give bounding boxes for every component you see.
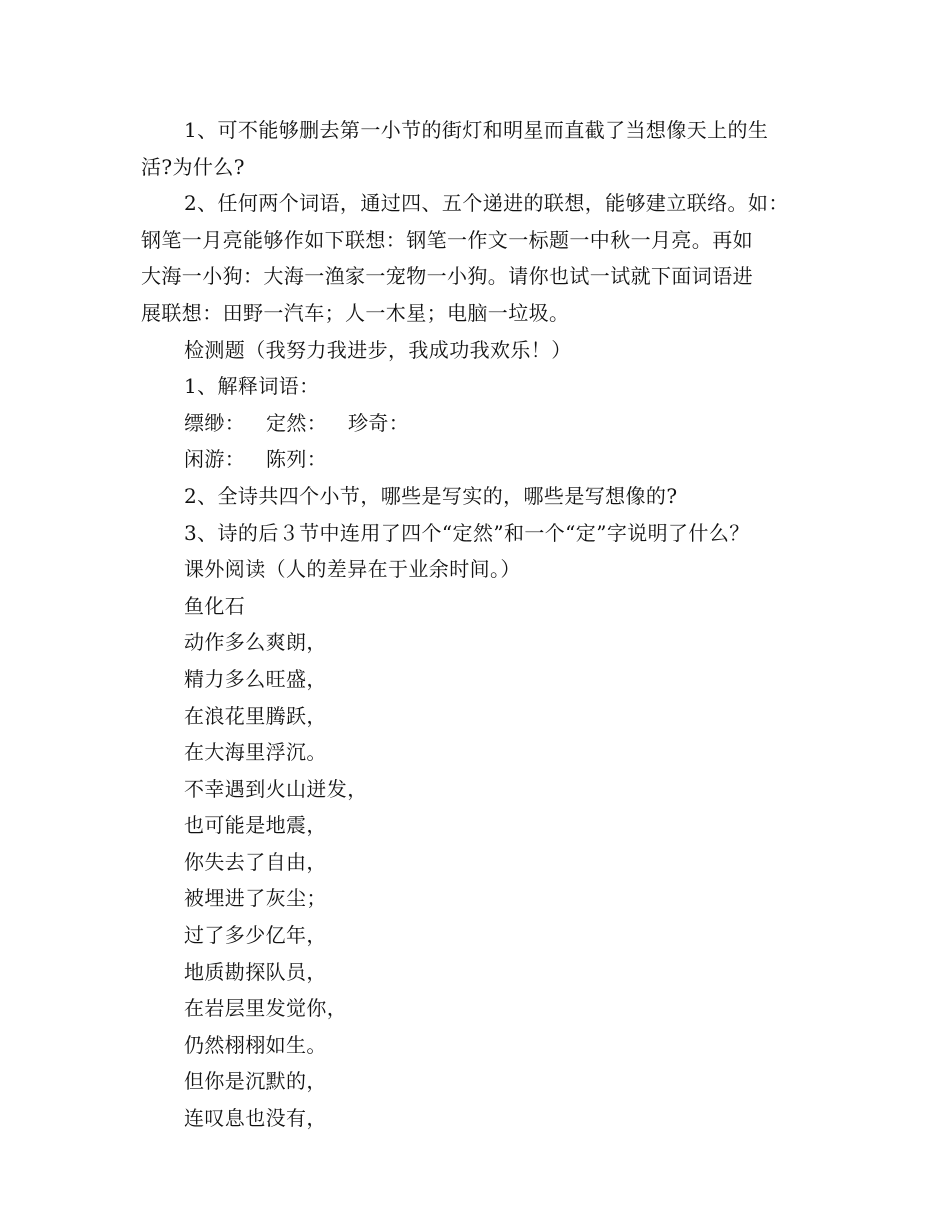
- vocab-term: 定然：: [265, 410, 328, 435]
- question-2-line: 大海一小狗：大海一渔家一宠物一小狗。请你也试一试就下面词语进: [141, 264, 753, 289]
- vocab-term: 缥缈：: [184, 410, 246, 435]
- vocab-terms-row-1: [141, 405, 819, 442]
- poem-line: 地质勘探队员，: [184, 959, 327, 984]
- test-question-2: 2、全诗共四个小节，哪些是写实的，哪些是写想像的?: [184, 483, 678, 508]
- document-body: [141, 112, 819, 1137]
- poem-line: 在岩层里发觉你，: [184, 996, 348, 1021]
- poem-line: 被埋进了灰尘；: [184, 886, 327, 911]
- poem-line: 但你是沉默的，: [184, 1069, 327, 1094]
- question-1-paragraph: [141, 112, 819, 185]
- poem-title: 鱼化石: [184, 593, 246, 618]
- question-1-line: 1、可不能够删去第一小节的街灯和明星而直截了当想像天上的生: [184, 118, 769, 142]
- vocab-term: 陈列：: [265, 447, 328, 472]
- poem-line: 过了多少亿年，: [184, 923, 327, 948]
- question-2-line: 展联想：田野一汽车；人一木星；电脑一垃圾。: [141, 300, 570, 325]
- question-2-line: 钢笔一月亮能够作如下联想：钢笔一作文一标题一中秋一月亮。再如: [141, 227, 753, 252]
- poem-line: 不幸遇到火山迸发，: [184, 776, 368, 801]
- poem-line: 精力多么旺盛，: [184, 666, 327, 691]
- poem-line: 连叹息也没有，: [184, 1106, 327, 1131]
- poem-line: 在浪花里腾跃，: [184, 703, 327, 728]
- test-section-heading: 检测题（我努力我进步，我成功我欢乐！）: [184, 337, 572, 362]
- poem-body: [141, 624, 819, 1136]
- vocab-term: 珍奇：: [347, 410, 410, 435]
- question-2-paragraph: [141, 185, 819, 331]
- poem-line: 在大海里浮沉。: [184, 740, 327, 765]
- test-question-3: 3、诗的后３节中连用了四个“定然”和一个“定”字说明了什么？: [184, 520, 750, 545]
- question-2-line: 2、任何两个词语，通过四、五个递进的联想，能够建立联络。如：: [184, 191, 789, 216]
- reading-section-heading: 课外阅读（人的差异在于业余时间。）: [184, 557, 521, 582]
- test-question-1: 1、解释词语：: [184, 374, 320, 399]
- poem-line: 仍然栩栩如生。: [184, 1032, 327, 1057]
- poem-line: 也可能是地震，: [184, 813, 327, 838]
- vocab-terms-row-2: [141, 441, 819, 478]
- poem-line: 你失去了自由，: [184, 849, 327, 874]
- question-1-line: 活?为什么?: [141, 154, 245, 179]
- vocab-term: 闲游：: [184, 447, 246, 472]
- poem-line: 动作多么爽朗，: [184, 630, 327, 655]
